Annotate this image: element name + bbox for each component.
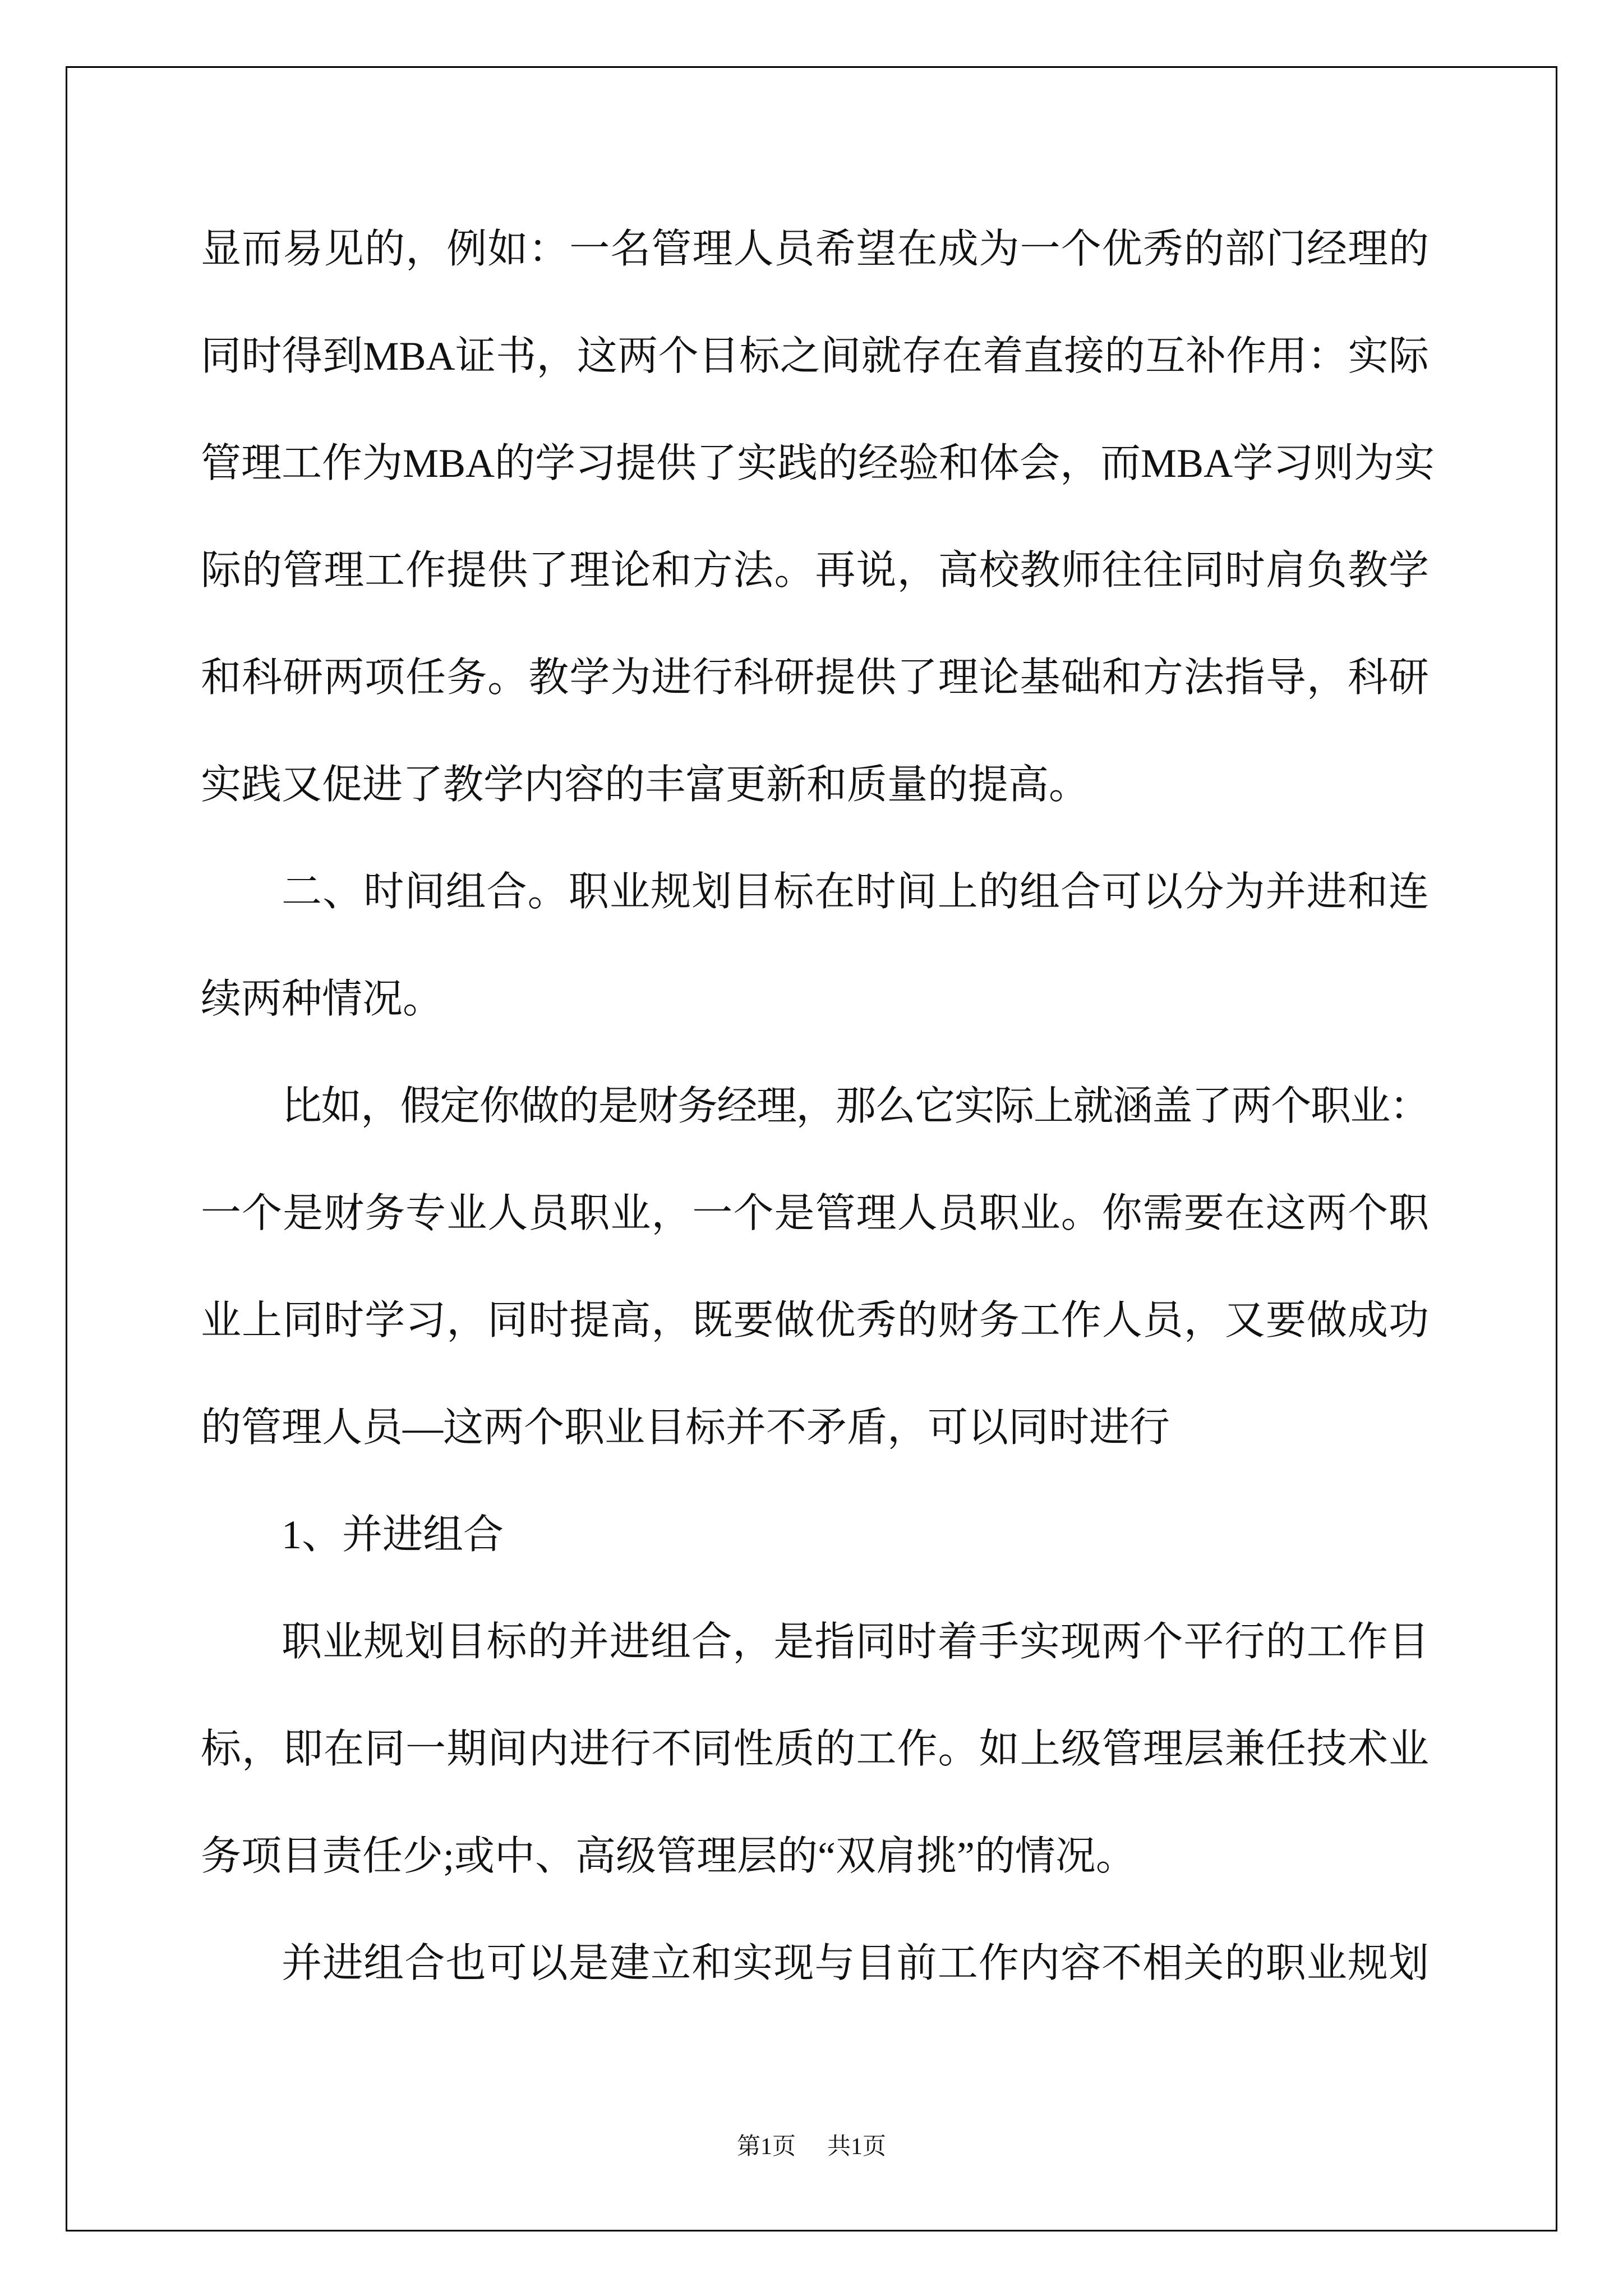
text-line: 职业规划目标的并进组合，是指同时着手实现两个平行的工作目 xyxy=(282,1619,1429,1664)
page-footer xyxy=(0,2130,1623,2164)
document-body xyxy=(201,196,1435,2017)
page-total: 共1页 xyxy=(827,2134,887,2160)
text-line: 标，即在同一期间内进行不同性质的工作。如上级管理层兼任技术业 xyxy=(201,1727,1429,1772)
text-line: 的管理人员—这两个职业目标并不矛盾，可以同时进行 xyxy=(201,1405,1170,1450)
text-line: 同时得到MBA证书，这两个目标之间就存在着直接的互补作用：实际 xyxy=(201,334,1429,379)
text-line: 显而易见的，例如：一名管理人员希望在成为一个优秀的部门经理的 xyxy=(201,227,1429,272)
text-line: 和科研两项任务。教学为进行科研提供了理论基础和方法指导，科研 xyxy=(201,655,1429,700)
page-number: 第1页 xyxy=(736,2134,796,2160)
text-line: 续两种情况。 xyxy=(201,977,444,1022)
paragraph-example xyxy=(201,1053,1429,1481)
text-line: 比如，假定你做的是财务经理，那么它实际上就涵盖了两个职业： xyxy=(282,1084,1429,1129)
paragraph-time-combination xyxy=(201,839,1429,1053)
paragraph-continues-next-page xyxy=(201,1910,1429,2017)
text-line: 并进组合也可以是建立和实现与目前工作内容不相关的职业规划 xyxy=(282,1941,1429,1986)
text-line: 业上同时学习，同时提高，既要做优秀的财务工作人员，又要做成功 xyxy=(201,1298,1429,1343)
section-heading xyxy=(201,1481,1429,1589)
text-line: 管理工作为MBA的学习提供了实践的经验和体会，而MBA学习则为实 xyxy=(201,441,1435,486)
text-line: 务项目责任少;或中、高级管理层的“双肩挑”的情况。 xyxy=(201,1834,1136,1879)
text-line: 际的管理工作提供了理论和方法。再说，高校教师往往同时肩负教学 xyxy=(201,548,1429,593)
text-line: 实践又促进了教学内容的丰富更新和质量的提高。 xyxy=(201,762,1090,807)
text-line: 二、时间组合。职业规划目标在时间上的组合可以分为并进和连 xyxy=(282,869,1429,914)
heading-line: 1、并进组合 xyxy=(282,1512,504,1557)
paragraph-parallel-combination xyxy=(201,1589,1429,1910)
paragraph-continued xyxy=(201,196,1435,839)
text-line: 一个是财务专业人员职业，一个是管理人员职业。你需要在这两个职 xyxy=(201,1191,1429,1236)
